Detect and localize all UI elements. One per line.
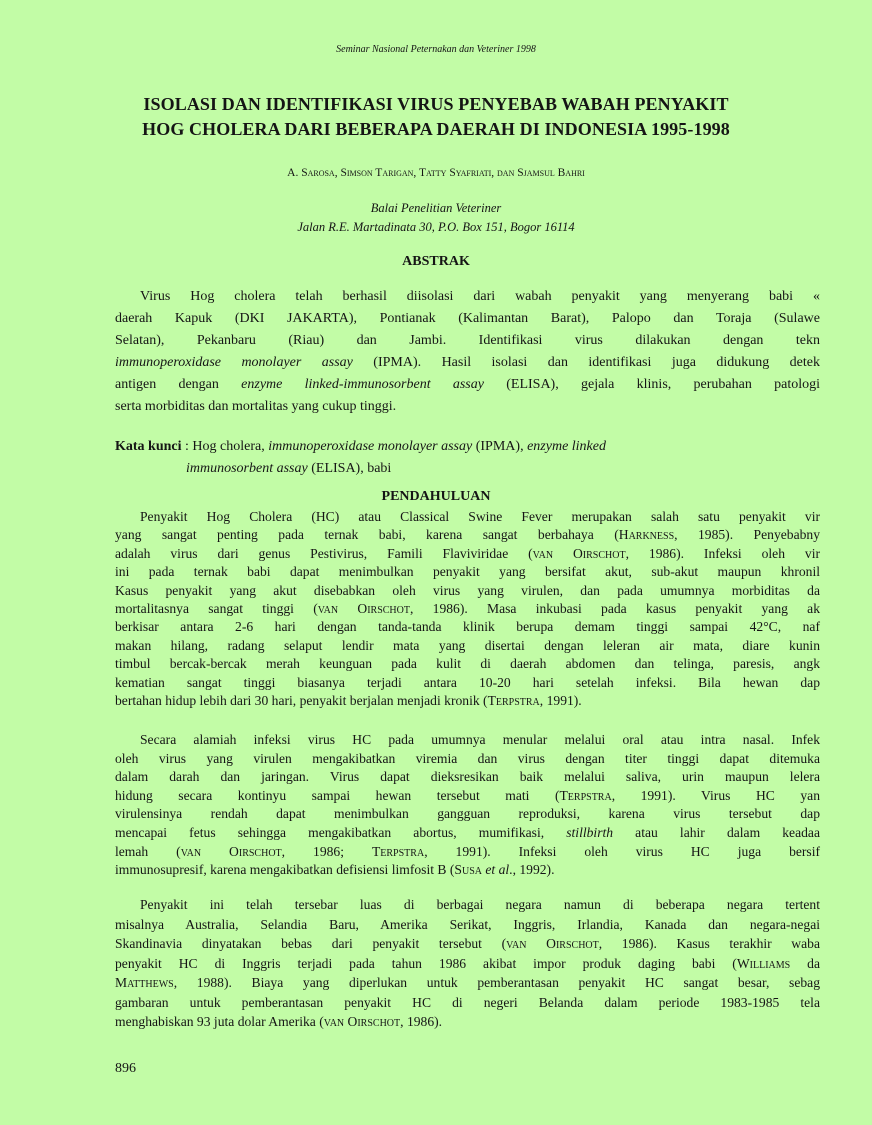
italic-text: enzyme linked [527,439,606,454]
text-line [115,330,820,352]
text-line [115,731,820,750]
text-line [115,824,820,843]
abstract-heading: ABSTRAK [402,254,470,269]
paper-title [0,92,872,142]
authors: A. Sarosa, Simson Tarigan, Tatty Syafriati, dan Sjamsul Bahri [287,167,585,179]
text-line [115,374,820,396]
citation-author: Harkness [618,527,675,543]
citation-author: van Oirschot [532,545,626,561]
citation-author: Terpstra [559,787,612,803]
text-segment: , 1986; [281,843,372,859]
text-line [115,508,820,526]
text-segment: : Hog cholera, [181,439,269,454]
text-segment: berkisar antara 2-6 hari dengan tanda-tanda klinik berupa demam tinggi sampai 42°C, naf [115,619,820,635]
text-line [115,1012,820,1032]
text-line [115,674,820,692]
text-segment: timbul bercak-bercak merah keunguan pada kulit di daerah abdomen dan telinga, paresis, angk [115,656,820,672]
keywords [115,436,606,480]
text-line [115,692,820,710]
text-line [115,993,820,1013]
text-segment: bertahan hidup lebih dari 30 hari, penyakit berjalan menjadi kronik ( [115,693,488,709]
text-segment: oleh virus yang virulen mengakibatkan viremia dan virus dengan titer tinggi dapat ditemuka [115,750,820,766]
text-line [115,308,820,330]
paragraph-3 [115,895,820,1032]
text-line [115,843,820,862]
text-segment: Penyakit ini telah tersebar luas di berbagai negara namun di beberapa negara tertent [140,897,820,912]
text-segment: lemah ( [115,843,181,859]
citation-author: van Oirschot [317,601,410,617]
text-segment: ., 1992). [509,862,555,878]
text-segment: Kasus penyakit yang akut disebabkan oleh virus yang virulen, dan pada umumnya morbiditas da [115,582,820,598]
text-line [115,563,820,581]
text-segment: atau lahir dalam keadaa [613,824,820,840]
text-segment: misalnya Australia, Selandia Baru, Amerika Serikat, Inggris, Irlandia, Kanada dan negara-negai [115,916,820,932]
text-segment: dalam darah dan jaringan. Virus dapat dieksresikan baik melalui saliva, urin maupun lelera [115,769,820,785]
text-segment: , 1988). Biaya yang diperlukan untuk pemberantasan penyakit HC sangat besar, sebag [173,975,820,990]
citation-author: Susa [454,862,486,878]
text-segment: Selatan), Pekanbaru (Riau) dan Jambi. Identifikasi virus dilakukan dengan tekn [115,333,820,348]
text-segment: daerah Kapuk (DKI JAKARTA), Pontianak (Kalimantan Barat), Palopo dan Toraja (Sulawe [115,311,820,326]
italic-text: immunoperoxidase monolayer assay [268,439,473,454]
text-line [115,582,820,600]
keywords-label: Kata kunci [115,439,182,454]
citation-author: van Oirschot [323,1014,401,1029]
affiliation [0,199,872,237]
text-line [115,805,820,824]
text-segment: , 1991). [539,693,582,709]
title-line-1: ISOLASI DAN IDENTIFIKASI VIRUS PENYEBAB WABAH PENYAKIT [143,94,729,114]
citation-author: Terpstra [487,693,540,709]
text-segment: virulensinya rendah dapat menimbulkan gangguan reproduksi, karena virus tersebut dap [115,806,820,822]
text-segment: (IPMA). Hasil isolasi dan identifikasi juga didukung detek [352,355,820,370]
citation-author: van Oirschot [180,843,282,859]
text-line [115,655,820,673]
text-line [115,396,820,418]
citation-author: Williams [736,955,791,971]
text-segment: serta morbiditas dan mortalitas yang cukup tinggi. [115,399,397,414]
page-number: 896 [115,1061,136,1076]
institution: Balai Penelitian Veteriner [370,201,502,215]
italic-text: immunosorbent assay [186,461,308,476]
text-segment: (IPMA), [472,439,528,454]
text-line [115,352,820,374]
text-line [115,915,820,935]
text-segment: (ELISA), gejala klinis, perubahan patologi [483,377,820,392]
text-segment: makan hilang, radang selaput lendir mata yang disertai dengan leleran air mata, diare kunin [115,637,820,653]
text-segment: kematian sangat tinggi biasanya terjadi antara 10-20 hari setelah infeksi. Bila hewan dap [115,674,820,690]
text-segment: Skandinavia dinyatakan bebas dari penyakit tersebut ( [115,936,507,951]
keywords-line-2 [115,458,606,480]
text-segment: antigen dengan [115,377,242,392]
text-line [115,637,820,655]
text-segment: mencapai fetus sehingga mengakibatkan abortus, mumifikasi, [115,824,567,840]
text-segment: , 1991). Virus HC yan [611,787,820,803]
text-line [115,954,820,974]
abstract-body [115,286,820,418]
text-segment: mortalitasnya sangat tinggi ( [115,601,318,617]
citation-author: Matthews [115,975,174,990]
intro-heading: PENDAHULUAN [381,489,491,504]
text-line [115,973,820,993]
italic-text: stillbirth [566,824,614,840]
text-segment: menghabiskan 93 juta dolar Amerika ( [115,1014,324,1029]
text-line [115,286,820,308]
text-segment: , 1986). Infeksi oleh vir [625,545,821,561]
text-segment: , 1986). Kasus terakhir waba [598,936,820,951]
paragraph-1 [115,508,820,710]
text-segment: yang sangat penting pada ternak babi, karena sangat berbahaya ( [115,527,619,543]
text-line [115,526,820,544]
text-line [115,545,820,563]
paragraph-2 [115,731,820,880]
text-segment: , 1991). Infeksi oleh virus HC juga bersif [424,843,821,859]
text-segment: , 1986). Masa inkubasi pada kasus penyakit yang ak [409,601,820,617]
running-header: Seminar Nasional Peternakan dan Veteriner 1998 [336,44,536,55]
text-segment: (ELISA), babi [307,461,392,476]
text-line [115,787,820,806]
text-segment: , 1985). Penyebabny [674,527,820,543]
italic-text: enzyme linked-immunosorbent assay [241,377,484,392]
text-line [115,895,820,915]
text-segment: Penyakit Hog Cholera (HC) atau Classical Swine Fever merupakan salah satu penyakit vir [140,509,820,524]
text-segment: hidung secara kontinyu sampai hewan tersebut mati ( [115,787,560,803]
text-line [115,861,820,880]
text-segment: adalah virus dari genus Pestivirus, Famili Flaviviridae ( [115,545,533,561]
text-segment: gambaran untuk pemberantasan penyakit HC di negeri Belanda dalam periode 1983-1985 tela [115,994,820,1010]
keywords-line-1 [115,436,606,458]
italic-text: et al [485,862,510,878]
citation-author: Terpstra [371,843,425,859]
text-segment: Secara alamiah infeksi virus HC pada umumnya menular melalui oral atau intra nasal. Infek [140,732,820,747]
address: Jalan R.E. Martadinata 30, P.O. Box 151, Bogor 16114 [297,220,575,234]
citation-author: van Oirschot [506,936,599,951]
text-segment: da [790,955,821,971]
text-line [115,768,820,787]
text-segment: , 1986). [400,1014,443,1029]
text-line [115,600,820,618]
text-line [115,618,820,636]
title-line-2: HOG CHOLERA DARI BEBERAPA DAERAH DI INDONESIA 1995-1998 [142,119,730,139]
text-segment: immunosupresif, karena mengakibatkan defisiensi limfosit B ( [115,862,455,878]
text-segment: ini pada ternak babi dapat menimbulkan penyakit yang bersifat akut, sub-akut maupun khronil [115,564,820,580]
italic-text: immunoperoxidase monolayer assay [115,355,353,370]
text-segment: penyakit HC di Inggris terjadi pada tahun 1986 akibat impor produk daging babi ( [115,955,737,971]
text-segment: Virus Hog cholera telah berhasil diisolasi dari wabah penyakit yang menyerang babi « [140,289,820,304]
text-line [115,934,820,954]
text-line [115,750,820,769]
